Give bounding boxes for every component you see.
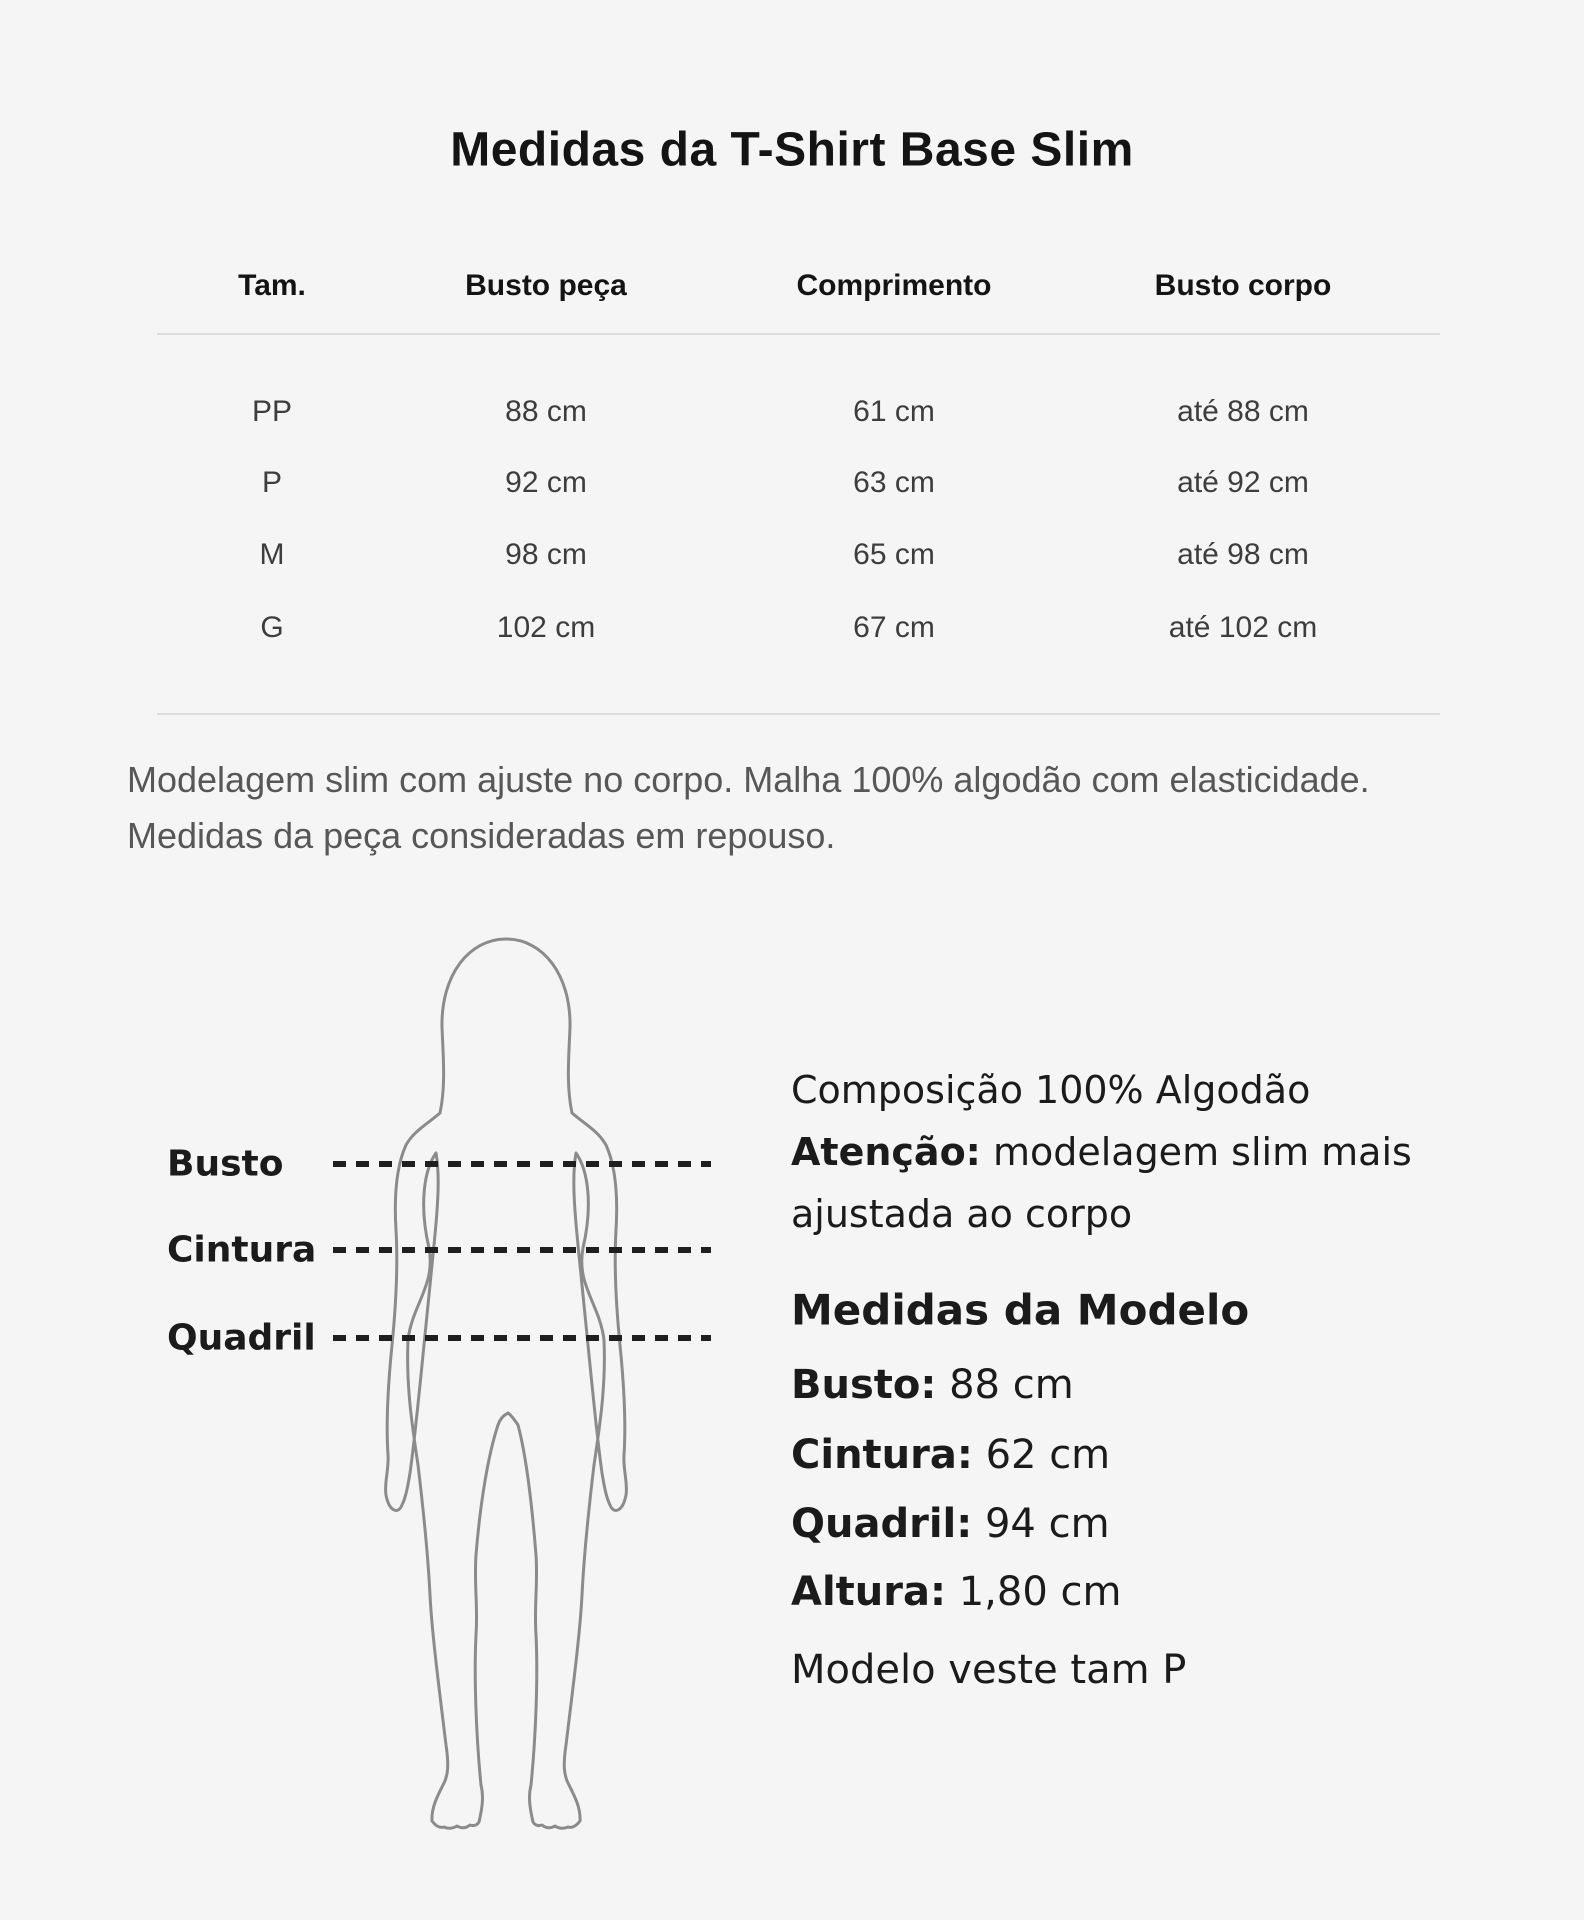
model-measurements-heading: Medidas da Modelo [791,1285,1250,1335]
cintura-dashed-line [333,1247,711,1253]
cell-busto-peca: 102 cm [496,611,596,644]
cell-size: P [261,466,283,499]
body-outline-path [386,939,627,1828]
cell-comprimento: 61 cm [853,395,935,428]
cintura-label: Cintura [167,1229,317,1271]
cell-comprimento: 63 cm [853,466,935,499]
page-title: Medidas da T-Shirt Base Slim [450,123,1134,177]
quadril-dashed-line [333,1335,711,1341]
busto-label: Busto [167,1143,284,1185]
attention-label: Atenção: [791,1130,981,1174]
busto-dashed-line [333,1161,711,1167]
description-line-2: Medidas da peça consideradas em repouso. [127,815,836,856]
measurement-label: Altura: [791,1569,946,1615]
table-header-tam: Tam. [238,269,306,302]
measurement-label: Quadril: [791,1501,973,1547]
measurement-label: Busto: [791,1362,937,1408]
model-quadril-measurement [791,1501,1110,1547]
table-bottom-divider [157,713,1440,715]
model-altura-measurement [791,1569,1121,1615]
cell-comprimento: 67 cm [853,611,935,644]
cell-size: M [259,538,285,571]
cell-busto-corpo: até 92 cm [1177,466,1309,499]
measurement-value: 1,80 cm [945,1569,1122,1615]
table-header-comprimento: Comprimento [796,269,992,302]
attention-line [791,1130,1412,1174]
cell-comprimento: 65 cm [853,538,935,571]
cell-busto-corpo: até 88 cm [1177,395,1309,428]
body-silhouette-figure [376,935,636,1847]
cell-size: G [260,611,284,644]
measurement-label: Cintura: [791,1432,973,1478]
attention-line-2: ajustada ao corpo [791,1192,1133,1236]
table-top-divider [157,333,1440,335]
cell-size: PP [251,395,293,428]
cell-busto-peca: 88 cm [505,395,587,428]
measurement-value: 94 cm [972,1501,1110,1547]
description-line-1: Modelagem slim com ajuste no corpo. Malha 100% algodão com elasticidade. [127,759,1370,800]
attention-text: modelagem slim mais [980,1130,1412,1174]
model-cintura-measurement [791,1432,1110,1478]
cell-busto-peca: 92 cm [505,466,587,499]
composition-text: Composição 100% Algodão [791,1068,1311,1112]
quadril-label: Quadril [167,1317,316,1359]
table-header-busto-corpo: Busto corpo [1154,269,1332,302]
model-wears-size-text: Modelo veste tam P [791,1647,1187,1693]
cell-busto-corpo: até 98 cm [1177,538,1309,571]
measurement-value: 62 cm [972,1432,1111,1478]
cell-busto-corpo: até 102 cm [1168,611,1318,644]
model-busto-measurement [791,1362,1074,1408]
measurement-value: 88 cm [936,1362,1074,1408]
table-header-busto-peca: Busto peça [465,269,627,302]
cell-busto-peca: 98 cm [505,538,587,571]
